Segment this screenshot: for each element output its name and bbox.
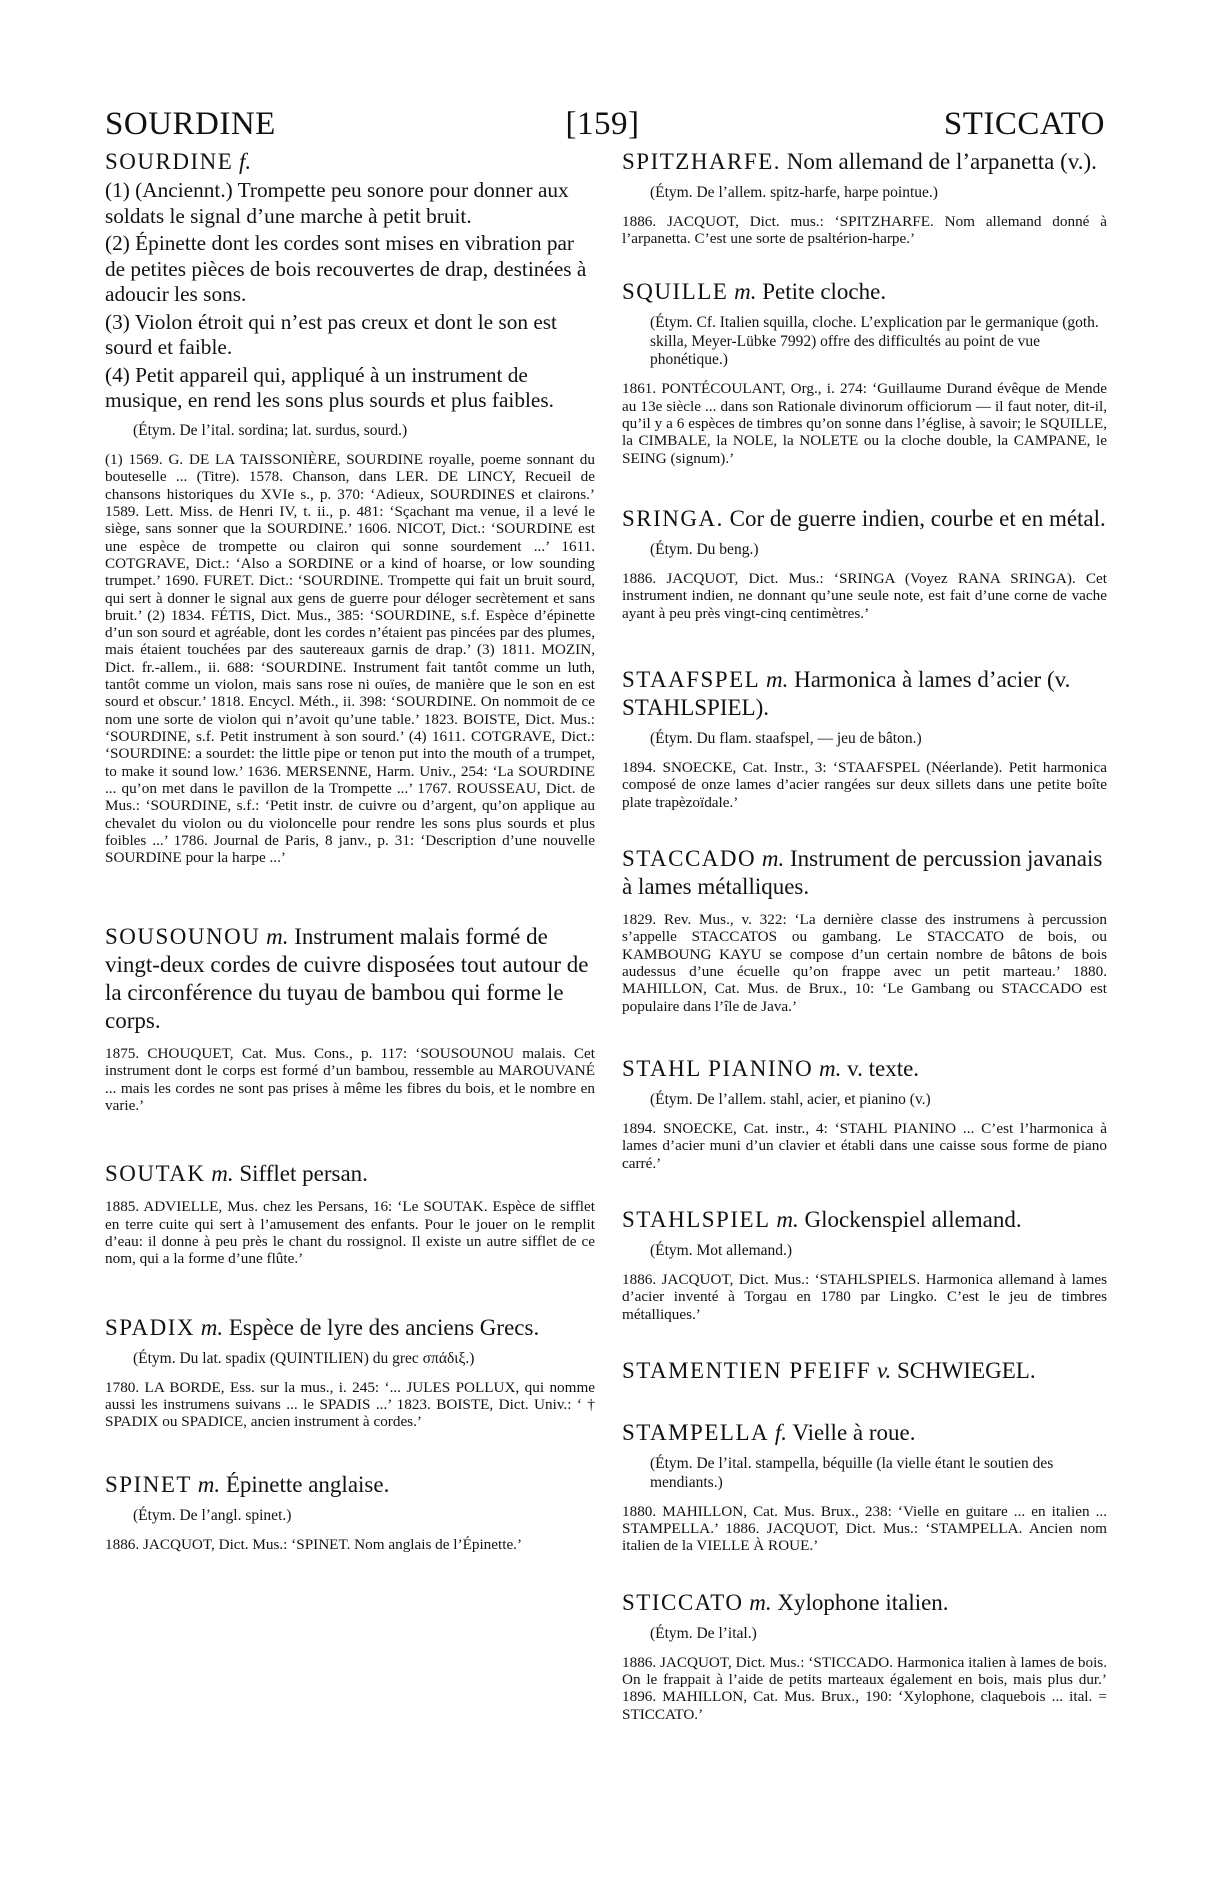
entry-heading	[105, 923, 595, 1035]
entry-heading	[622, 1419, 1107, 1447]
citations: 1886. JACQUOT, Dict. Mus.: ‘STAHLSPIELS. Harmonica allemand à lames d’acier inventé à Torgau en 1780 par Lingko. C’est le jeu de timbres métalliques.’	[622, 1270, 1107, 1323]
gloss: Sifflet persan.	[239, 1161, 368, 1187]
headword: STAMPELLA	[622, 1419, 770, 1445]
headword: SRINGA.	[622, 506, 724, 532]
entry-sourdine	[105, 148, 595, 867]
gloss: Nom allemand de l’arpanetta (v.).	[786, 149, 1097, 174]
citations: 1861. PONTÉCOULANT, Org., i. 274: ‘Guillaume Durand évêque de Mende au 13e siècle ... dans son Rationale divinorum officiorum — il faut noter, dit-il, qu’il y a 6 espèces de timbres qu’on sonne dans l’église, à savoir; le SQUILLE, la CIMBALE, la NOLE, la NOLETE ou la cloche double, la CAMPANE, le SEING (signum).’	[622, 380, 1107, 467]
right-column	[622, 148, 1107, 1723]
headword: STAAFSPEL	[622, 666, 761, 692]
entry-sringa	[622, 505, 1107, 622]
gloss: Xylophone italien.	[777, 1589, 949, 1615]
citations: 1886. JACQUOT, Dict. Mus.: ‘SRINGA (Voyez RANA SRINGA). Cet instrument indien, ne donnant qu’une seule note, est fait d’une corne de vache ayant à peu près vingt-cinq centimètres.’	[622, 569, 1107, 622]
entry-heading	[622, 845, 1107, 901]
definition: (2) Épinette dont les cordes sont mises en vibration par de petites pièces de bois recouvertes de drap, destinées à adoucir les sons.	[105, 231, 587, 307]
headword: SPINET	[105, 1471, 192, 1497]
entry-heading	[622, 505, 1107, 533]
etymology: (Étym. De l’angl. spinet.)	[133, 1506, 292, 1524]
etymology: (Étym. De l’ital.)	[650, 1624, 757, 1642]
citations: 1780. LA BORDE, Ess. sur la mus., i. 245: ‘... JULES POLLUX, qui nomme aussi les instrumens suivans ... le SPADIS ...’ 1823. BOISTE, Dict. Univ.: ‘ † SPADIX ou SPADICE, ancien instrument à cordes.’	[105, 1378, 595, 1431]
entry-staccado	[622, 845, 1107, 1015]
citations: 1894. SNOECKE, Cat. instr., 4: ‘STAHL PIANINO ... C’est l’harmonica à lames d’acier muni d’un clavier et établi dans une caisse sous forme de piano carré.’	[622, 1119, 1107, 1172]
gloss: Petite cloche.	[762, 278, 887, 304]
headword: SOUTAK	[105, 1161, 206, 1187]
entry-heading	[105, 1160, 595, 1188]
citations: 1885. ADVIELLE, Mus. chez les Persans, 16: ‘Le SOUTAK. Espèce de sifflet en terre cuite qui sert à l’amusement des enfants. Pour le jouer on le remplit d’eau: il donne à peu près le chant du rossignol. Il existe un autre sifflet de ce nom, qui a la forme d’une flûte.’	[105, 1198, 595, 1268]
gloss: Cor de guerre indien, courbe et en métal.	[729, 506, 1106, 532]
running-head-right: STICCATO	[943, 106, 1105, 142]
etymology: (Étym. De l’allem. spitz-harfe, harpe pointue.)	[650, 184, 938, 202]
part-of-speech: m.	[749, 1589, 772, 1615]
entry-sticcato	[622, 1589, 1107, 1723]
headword: STICCATO	[622, 1589, 744, 1615]
entry-heading	[622, 1589, 1107, 1617]
entry-heading	[622, 666, 1107, 722]
citations: 1875. CHOUQUET, Cat. Mus. Cons., p. 117: ‘SOUSOUNOU malais. Cet instrument dont le corps est formé d’un bambou, ressemble au MAROUVANÉ ... mais les cordes ne sont pas prises à même les fibres du bois, et le nombre en varie.’	[105, 1044, 595, 1114]
entry-sousounou	[105, 923, 595, 1115]
etymology: (Étym. Du lat. spadix (QUINTILIEN) du grec σπάδιξ.)	[133, 1349, 475, 1367]
part-of-speech: m.	[776, 1206, 799, 1232]
headword: SPITZHARFE.	[622, 149, 781, 174]
citations: 1886. JACQUOT, Dict. Mus.: ‘SPINET. Nom anglais de l’Épinette.’	[105, 1535, 523, 1553]
definition: (4) Petit appareil qui, appliqué à un instrument de musique, en rend les sons plus sourds et plus faibles.	[105, 362, 554, 413]
part-of-speech: m.	[818, 1056, 842, 1081]
entry-spitzharfe	[622, 148, 1107, 248]
gloss: Espèce de lyre des anciens Grecs.	[228, 1314, 540, 1340]
part-of-speech: m.	[266, 923, 289, 949]
part-of-speech: v.	[876, 1357, 892, 1383]
headword: SQUILLE	[622, 278, 729, 304]
part-of-speech: f.	[774, 1419, 787, 1445]
citations: (1) 1569. G. DE LA TAISSONIÈRE, SOURDINE royalle, poeme sonnant du bouteselle ... (Titre). 1578. Chanson, dans LER. DE LINCY, Recueil de chansons historiques du XVIe s., p. 370: ‘Adieux, SOURDINES et clairons.’ 1589. Lett. Miss. de Henri IV, t. ii., p. 481: ‘Sçachant ma venue, il a levé le siège, sans sonner que la SOURDINE.’ 1606. NICOT, Dict.: ‘SOURDINE est une espèce de trompette ou clairon qui sonne sourdement ...’ 1611. COTGRAVE, Dict.: ‘Also a SORDINE or a kind of hoarse, or low sounding trumpet.’ 1690. FURET. Dict.: ‘SOURDINE. Trompette qui fait un bruit sourd, qui sert à donner le signal aux gens de guerre pour déloger secrètement et sans bruit.’ (2) 1834. FÉTIS, Dict. Mus., 385: ‘SOURDINE, s.f. Espèce d’épinette d’un son sourd et agréable, dont les cordes n’étaient pas pincées par des plumes, mais étaient touchées par des sautereaux garnis de drap.’ (3) 1811. MOZIN, Dict. fr.-allem., ii. 688: ‘SOURDINE. Instrument fait tantôt comme un luth, tantôt comme un violon, mais sans rose ni ouïes, de manière que le son en est sourd et obscur.’ 1818. Encycl. Méth., ii. 398: ‘SOURDINE. On nommoit de ce nom une sorte de violon qui n’avoit qu’une table.’ 1823. BOISTE, Dict. Mus.: ‘SOURDINE, s.f. Petit instrument à son sourd.’ (4) 1611. COTGRAVE, Dict.: ‘SOURDINE: a sourdet: the little pipe or tenon put into the mouth of a trumpet, to make it sound low.’ 1636. MERSENNE, Harm. Univ., 254: ‘La SOURDINE ... qu’on met dans le pavillon de la Trompette ...’ 1767. ROUSSEAU, Dict. de Mus.: ‘SOURDINE, s.f.: ‘Petit instr. de cuivre ou d’argent, qu’on applique au chevalet du violon ou du violoncelle pour rendre les sons plus sourds et plus foibles ...’ 1786. Journal de Paris, 8 janv., p. 31: ‘Description d’une nouvelle SOURDINE pour la harpe ...’	[105, 450, 595, 867]
entry-stamentien-pfeiff	[622, 1357, 1107, 1385]
entry-heading	[622, 148, 1107, 176]
page-number: [159]	[565, 106, 640, 142]
part-of-speech: m.	[211, 1161, 234, 1187]
citations: 1886. JACQUOT, Dict. mus.: ‘SPITZHARFE. Nom allemand donné à l’arpanetta. C’est une sorte de psaltérion-harpe.’	[622, 212, 1107, 248]
gloss: Glockenspiel allemand.	[804, 1206, 1022, 1232]
part-of-speech: m.	[761, 845, 785, 871]
running-head-left: SOURDINE	[105, 106, 276, 142]
entry-heading	[105, 148, 595, 176]
headword: STACCADO	[622, 845, 757, 871]
entry-heading	[105, 1314, 595, 1342]
entry-spadix	[105, 1314, 595, 1431]
entry-heading	[622, 1055, 1107, 1083]
gloss: Instrument de percussion javanais à lames métalliques.	[622, 845, 1103, 899]
part-of-speech: m.	[734, 278, 757, 304]
part-of-speech: f.	[239, 149, 252, 174]
citations: 1886. JACQUOT, Dict. Mus.: ‘STICCADO. Harmonica italien à lames de bois. On le frappait à l’aide de petits marteaux également en bois, mais plus dur.’ 1896. MAHILLON, Cat. Mus. Brux., 190: ‘Xylophone, claquebois ... ital. = STICCATO.’	[622, 1653, 1107, 1723]
gloss: Instrument malais formé de vingt-deux cordes de cuivre disposées tout autour de la circonférence du tuyau de bambou qui forme le corps.	[105, 923, 589, 1033]
etymology: (Étym. Du flam. staafspel, — jeu de bâton.)	[650, 730, 922, 748]
etymology: (Étym. Mot allemand.)	[650, 1241, 793, 1259]
headword: SPADIX	[105, 1314, 195, 1340]
headword: SOURDINE	[105, 149, 234, 174]
left-column	[105, 148, 595, 1553]
entry-staafspel	[622, 666, 1107, 811]
entry-heading	[622, 1357, 1107, 1385]
citations: 1829. Rev. Mus., v. 322: ‘La dernière classe des instrumens à percussion s’appelle STACCATOS ou gambang. Le STACCATO de bois, ou KAMBOUNG KAYU se compose d’un certain nombre de bâtons de bois audessus d’une écuelle qu’on frappe avec un petit marteau.’ 1880. MAHILLON, Cat. Mus. de Brux., 10: ‘Le Gambang ou STACCADO est populaire dans l’île de Java.’	[622, 911, 1107, 1015]
etymology: (Étym. Du beng.)	[650, 541, 759, 559]
entry-heading	[105, 1471, 595, 1499]
citations: 1894. SNOECKE, Cat. Instr., 3: ‘STAAFSPEL (Néerlande). Petit harmonica composé de onze lames d’acier rangées sur deux sillets dans une petite boîte plate trapèzoïdale.’	[622, 758, 1107, 811]
gloss: Vielle à roue.	[792, 1419, 916, 1445]
etymology: (Étym. De l’ital. sordina; lat. surdus, sourd.)	[133, 421, 408, 439]
part-of-speech: m.	[200, 1314, 224, 1340]
citations: 1880. MAHILLON, Cat. Mus. Brux., 238: ‘Vielle en guitare ... en italien ... STAMPELLA.’ 1886. JACQUOT, Dict. Mus.: ‘STAMPELLA. Ancien nom italien de la VIELLE À ROUE.’	[622, 1502, 1107, 1555]
part-of-speech: m.	[765, 666, 789, 692]
gloss: v. texte.	[847, 1056, 920, 1081]
headword: STAHL PIANINO	[622, 1056, 814, 1081]
gloss: SCHWIEGEL.	[896, 1357, 1036, 1383]
entry-heading	[622, 278, 1107, 306]
etymology: (Étym. De l’ital. stampella, béquille (la vielle étant le soutien des mendiants.)	[650, 1454, 1054, 1491]
definition: (1) (Anciennt.) Trompette peu sonore pour donner aux soldats le signal d’une marche à petit bruit.	[105, 178, 569, 228]
entry-stampella	[622, 1419, 1107, 1555]
entry-stahl-pianino	[622, 1055, 1107, 1172]
etymology: (Étym. Cf. Italien squilla, cloche. L’explication par le germanique (goth. skilla, Meyer-Lübke 7992) offre des difficultés au point de vue phonétique.)	[650, 313, 1099, 369]
etymology: (Étym. De l’allem. stahl, acier, et pianino (v.)	[650, 1091, 931, 1109]
entry-spinet	[105, 1471, 595, 1553]
gloss: Harmonica à lames d’acier (v. STAHLSPIEL).	[622, 666, 1071, 720]
gloss: Épinette anglaise.	[225, 1471, 390, 1497]
definition: (3) Violon étroit qui n’est pas creux et dont le son est sourd et faible.	[105, 309, 557, 360]
headword: STAMENTIEN PFEIFF	[622, 1357, 872, 1383]
headword: SOUSOUNOU	[105, 923, 261, 949]
entry-heading	[622, 1206, 1107, 1234]
entry-stahlspiel	[622, 1206, 1107, 1323]
part-of-speech: m.	[197, 1471, 221, 1497]
headword: STAHLSPIEL	[622, 1206, 771, 1232]
entry-squille	[622, 278, 1107, 467]
entry-soutak	[105, 1160, 595, 1267]
